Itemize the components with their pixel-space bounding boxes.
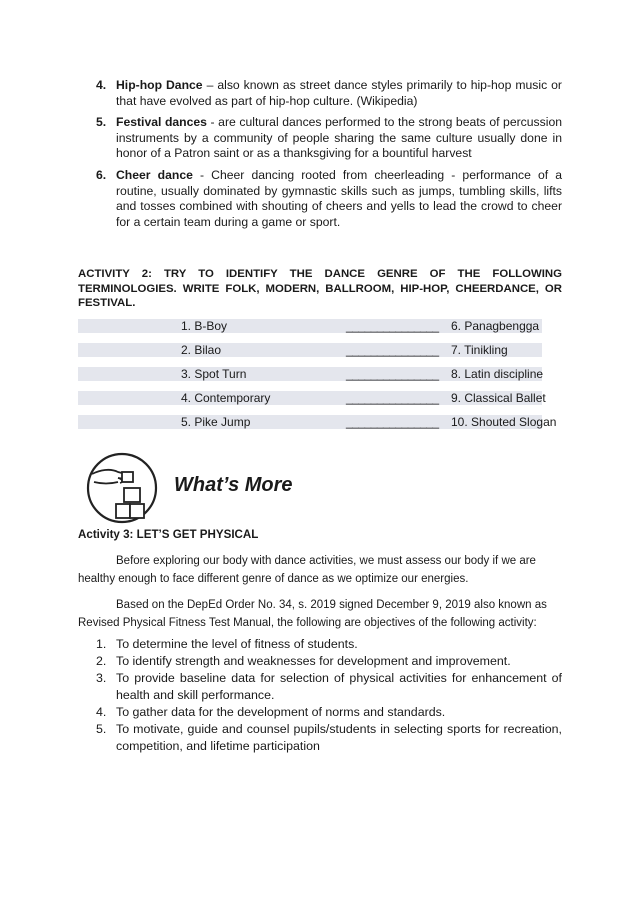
term-left: 2. Bilao	[181, 343, 222, 357]
dance-definitions-list	[96, 78, 562, 236]
objective-number: 3.	[96, 671, 107, 685]
hand-stacking-blocks-icon	[84, 452, 160, 524]
definition-term: Cheer dance	[116, 167, 193, 182]
term-right: 9. Classical Ballet	[451, 391, 546, 405]
definition-term: Hip-hop Dance	[116, 78, 203, 92]
answer-blank[interactable]: _______________	[346, 367, 439, 381]
objectives-list	[96, 636, 562, 755]
objective-item	[96, 636, 562, 653]
table-row	[78, 342, 542, 366]
term-left: 3. Spot Turn	[181, 367, 247, 381]
objective-text: To gather data for the development of norms and standards.	[116, 705, 446, 719]
intro-paragraph: Before exploring our body with dance activities, we must assess our body if we are healthy enough to face different genre of dance as we optimize our energies.	[78, 555, 536, 585]
objective-number: 4.	[96, 705, 107, 719]
term-left: 1. B-Boy	[181, 319, 228, 333]
term-left: 5. Pike Jump	[181, 415, 251, 429]
definition-number: 4.	[96, 78, 107, 92]
objective-text: To motivate, guide and counsel pupils/students in selecting sports for recreation, competition, and lifetime participation	[116, 722, 562, 753]
term-right: 6. Panagbengga	[451, 319, 540, 333]
definition-number: 5.	[96, 115, 107, 130]
table-row	[78, 390, 546, 414]
objective-item	[96, 721, 562, 755]
activity2-heading: ACTIVITY 2: TRY TO IDENTIFY THE DANCE GENRE OF THE FOLLOWING TERMINOLOGIES. WRITE FOLK, MODERN, BALLROOM, HIP-HOP, CHEERDANCE, OR FESTIVAL.	[78, 268, 562, 310]
definition-number: 6.	[96, 167, 107, 182]
table-row	[78, 318, 542, 342]
term-right: 8. Latin discipline	[451, 367, 544, 381]
definition-text: – also known as street dance styles primarily to hip-hop music or that have evolved as part of hip-hop culture. (Wikipedia)	[116, 78, 562, 108]
objective-number: 1.	[96, 637, 107, 651]
activity3-heading: Activity 3: LET’S GET PHYSICAL	[78, 528, 259, 541]
objective-text: To identify strength and weaknesses for development and improvement.	[116, 654, 511, 668]
objective-item	[96, 653, 562, 670]
answer-blank[interactable]: _______________	[346, 343, 439, 357]
deped-order-paragraph: Based on the DepEd Order No. 34, s. 2019 signed December 9, 2019 also known as Revised Physical Fitness Test Manual, the following are objectives of the following activity:	[78, 599, 547, 629]
table-row	[78, 366, 542, 390]
definition-term: Festival dances	[116, 115, 207, 130]
section-title: What’s More	[174, 474, 293, 496]
definition-text: - are cultural dances performed to the strong beats of percussion instruments by a community of people sharing the same culture usually done in honor of a Patron saint or as a thanksgiving for a bountiful harvest	[116, 115, 562, 161]
definition-text: - Cheer dancing rooted from cheerleading - performance of a routine, usually dominated by gymnastic skills such as jumps, tumbling skills, lifts and tosses combined with shouting of cheers and yells to lead the crowd to cheer for a certain team during a game or sport.	[116, 167, 562, 229]
definition-item	[96, 168, 562, 230]
answer-blank[interactable]: _______________	[346, 391, 439, 405]
answer-blank[interactable]: _______________	[346, 415, 439, 429]
term-left: 4. Contemporary	[181, 391, 271, 405]
term-right: 10. Shouted Slogan	[451, 415, 557, 429]
definition-item	[96, 115, 562, 162]
objective-item	[96, 704, 562, 721]
term-right: 7. Tinikling	[451, 343, 508, 357]
terminology-table	[78, 318, 557, 438]
objective-item	[96, 670, 562, 704]
objective-number: 2.	[96, 654, 107, 668]
definition-item	[96, 78, 562, 109]
objective-text: To determine the level of fitness of students.	[116, 637, 358, 651]
table-row	[78, 414, 557, 438]
answer-blank[interactable]: _______________	[346, 319, 439, 333]
objective-number: 5.	[96, 722, 107, 736]
objective-text: To provide baseline data for selection of physical activities for enhancement of health and skill performance.	[116, 671, 562, 702]
